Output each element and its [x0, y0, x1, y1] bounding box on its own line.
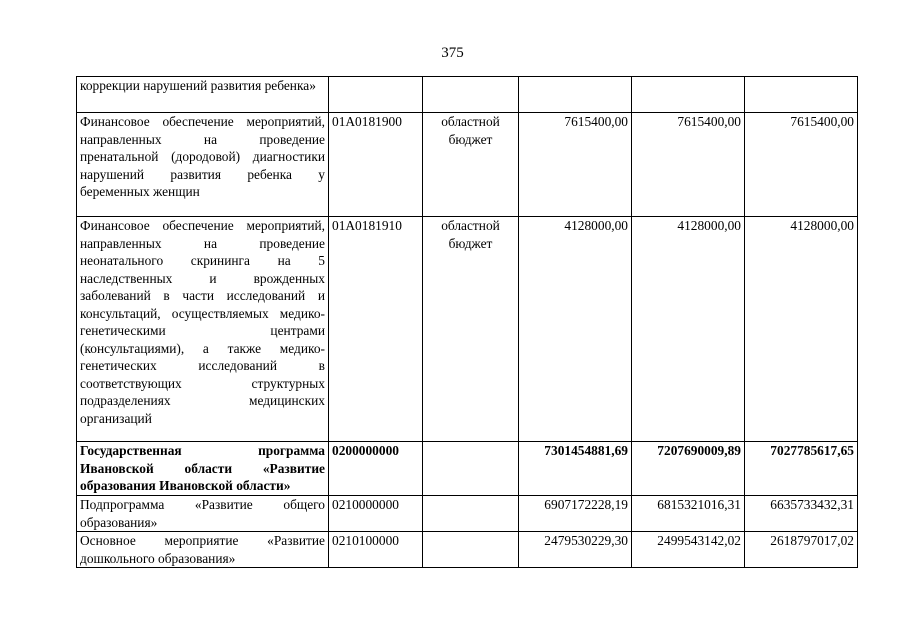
amount-year-3-cell: 7027785617,65 [745, 442, 858, 496]
row-name-cell: коррекции нарушений развития ребенка» [77, 77, 329, 113]
amount-year-1-cell: 2479530229,30 [519, 532, 632, 568]
amount-year-1-cell: 7615400,00 [519, 113, 632, 217]
funding-source-cell: областной бюджет [423, 113, 519, 217]
amount-year-3-cell: 4128000,00 [745, 217, 858, 442]
table-row [77, 442, 858, 496]
table-row [77, 113, 858, 217]
row-name-cell: Финансовое обеспечение мероприятий, направленных на проведение пренатальной (дородовой) диагностики нарушений развития ребенка у беременных женщин [77, 113, 329, 217]
target-code-cell: 0210000000 [329, 496, 423, 532]
page-number: 375 [441, 45, 464, 61]
amount-year-1-cell: 7301454881,69 [519, 442, 632, 496]
target-code-cell [329, 77, 423, 113]
row-name-cell: Подпрограмма «Развитие общего образования» [77, 496, 329, 532]
target-code-cell: 0210100000 [329, 532, 423, 568]
target-code-cell: 01А0181900 [329, 113, 423, 217]
row-name-cell: Финансовое обеспечение мероприятий, направленных на проведение неонатального скрининга на 5 наследственных и врожденных заболеваний в части исследований и консультаций, осуществляемых медико-генетическими центрами (консультациями), а также медико-генетических исследований в соответствующих структурных подразделениях медицинских организаций [77, 217, 329, 442]
amount-year-2-cell [632, 77, 745, 113]
amount-year-1-cell: 6907172228,19 [519, 496, 632, 532]
amount-year-2-cell: 4128000,00 [632, 217, 745, 442]
funding-source-cell: областной бюджет [423, 217, 519, 442]
amount-year-3-cell: 7615400,00 [745, 113, 858, 217]
table-row [77, 532, 858, 568]
target-code-cell: 01А0181910 [329, 217, 423, 442]
amount-year-2-cell: 2499543142,02 [632, 532, 745, 568]
amount-year-2-cell: 7207690009,89 [632, 442, 745, 496]
amount-year-2-cell: 6815321016,31 [632, 496, 745, 532]
amount-year-1-cell [519, 77, 632, 113]
amount-year-2-cell: 7615400,00 [632, 113, 745, 217]
row-name-cell: Основное мероприятие «Развитие дошкольного образования» [77, 532, 329, 568]
table-row [77, 496, 858, 532]
table-row [77, 77, 858, 113]
budget-table [76, 76, 858, 568]
funding-source-cell [423, 442, 519, 496]
table-row [77, 217, 858, 442]
funding-source-cell [423, 532, 519, 568]
amount-year-3-cell: 6635733432,31 [745, 496, 858, 532]
amount-year-1-cell: 4128000,00 [519, 217, 632, 442]
target-code-cell: 0200000000 [329, 442, 423, 496]
amount-year-3-cell [745, 77, 858, 113]
amount-year-3-cell: 2618797017,02 [745, 532, 858, 568]
funding-source-cell [423, 496, 519, 532]
funding-source-cell [423, 77, 519, 113]
row-name-cell: Государственная программа Ивановской области «Развитие образования Ивановской области» [77, 442, 329, 496]
